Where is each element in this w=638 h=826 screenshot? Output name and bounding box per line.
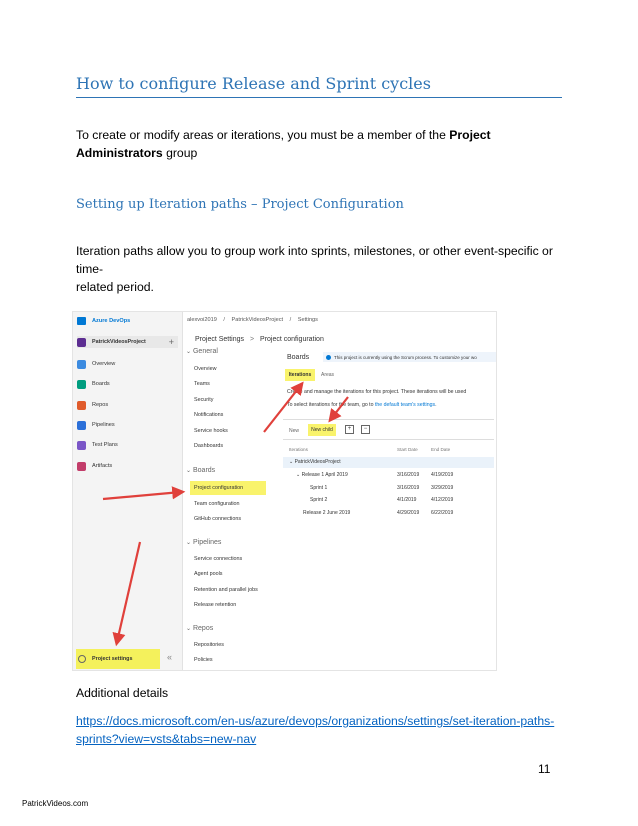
collapse-nav-icon[interactable]: «	[167, 652, 173, 662]
iterations-description: Create and manage the iterations for this project. These iterations will be used	[287, 389, 467, 395]
col-header-start: Start Date	[397, 447, 418, 452]
settings-item-overview[interactable]: Overview	[194, 366, 217, 372]
info-text: This project is currently using the Scrum process. To customize your wo	[334, 354, 477, 360]
page-title: How to configure Release and Sprint cycles	[76, 74, 431, 93]
table-row[interactable]: Sprint 2	[310, 497, 328, 503]
settings-item-dashboards[interactable]: Dashboards	[194, 443, 224, 449]
tab-areas[interactable]: Areas	[321, 372, 335, 378]
group-pipelines-label: Pipelines	[192, 539, 222, 546]
settings-item-security[interactable]: Security	[194, 397, 214, 403]
docs-link[interactable]	[76, 712, 562, 748]
group-general-label: General	[192, 348, 218, 355]
nav-item-label: Pipelines	[92, 422, 115, 428]
row-end: 6/22/2019	[431, 510, 454, 516]
settings-item-service-hooks[interactable]: Service hooks	[194, 428, 228, 434]
intro-text: To create or modify areas or iterations, you must be a member of the	[76, 128, 450, 142]
intro-bold-1: Project	[449, 128, 491, 142]
row-start: 4/1/2019	[397, 497, 417, 503]
chevron-down-icon: ⌄	[296, 472, 301, 478]
row-name: Release 1 April 2019	[301, 472, 348, 478]
nav-project-label: PatrickVideosProject	[92, 339, 146, 345]
breadcrumb-settings[interactable]: Settings	[297, 317, 318, 323]
settings-item-retention[interactable]: Retention and parallel jobs	[194, 587, 258, 593]
settings-item-github-connections[interactable]: GitHub connections	[194, 516, 242, 522]
col-header-end: End Date	[431, 447, 451, 452]
row-end: 4/12/2019	[431, 497, 454, 503]
intro-text-after: group	[162, 146, 198, 160]
settings-title: Project Settings	[195, 336, 245, 343]
row-start: 3/16/2019	[397, 472, 420, 478]
settings-item-team-configuration[interactable]: Team configuration	[194, 501, 240, 507]
docs-link-line1[interactable]: https://docs.microsoft.com/en-us/azure/devops/organizations/settings/set-iteration-paths-	[76, 714, 555, 728]
additional-details-label: Additional details	[76, 686, 169, 700]
arrow-to-iterations-tab	[264, 385, 301, 432]
breadcrumb-sep: /	[223, 317, 225, 323]
iteration-para-line2: related period.	[76, 280, 154, 294]
intro-paragraph	[76, 126, 562, 162]
settings-item-release-retention[interactable]: Release retention	[194, 602, 237, 608]
nav-item-label: Artifacts	[92, 463, 113, 469]
new-child-button[interactable]: New child	[308, 424, 336, 436]
iteration-para-line1: Iteration paths allow you to group work into sprints, milestones, or other event-specific or time-	[76, 244, 553, 276]
expand-all-icon[interactable]: +	[345, 425, 354, 434]
settings-item-agent-pools[interactable]: Agent pools	[194, 571, 223, 577]
group-general[interactable]: ⌄ General	[186, 348, 218, 355]
table-row[interactable]: Release 2 June 2019	[303, 510, 351, 516]
settings-item-project-configuration[interactable]: Project configuration	[190, 481, 266, 495]
nav-item-label: Boards	[92, 381, 110, 387]
group-boards[interactable]: ⌄ Boards	[186, 467, 216, 474]
embedded-screenshot	[72, 311, 497, 671]
team-settings-link[interactable]: the default team's settings	[374, 402, 436, 408]
team-settings-hint-suffix: .	[435, 402, 437, 408]
annotation-arrows	[73, 312, 496, 670]
project-settings-label: Project settings	[92, 656, 133, 662]
add-icon[interactable]: +	[168, 337, 174, 347]
settings-item-service-connections[interactable]: Service connections	[194, 556, 243, 562]
chevron-down-icon: ⌄	[289, 459, 294, 465]
new-button[interactable]: New	[289, 428, 300, 434]
iteration-paragraph	[76, 242, 562, 296]
table-row[interactable]: Sprint 1	[310, 485, 328, 491]
row-end: 3/29/2019	[431, 485, 454, 491]
settings-item-policies[interactable]: Policies	[194, 657, 213, 663]
intro-bold-2: Administrators	[76, 146, 163, 160]
team-settings-hint-text: To select iterations for the team, go to	[287, 402, 375, 408]
chevron-right-icon: >	[249, 336, 255, 343]
breadcrumb-sep: /	[289, 317, 292, 323]
group-pipelines[interactable]: ⌄ Pipelines	[186, 539, 222, 546]
settings-item-notifications[interactable]: Notifications	[194, 412, 224, 418]
group-repos-label: Repos	[192, 625, 214, 632]
nav-item-label: Test Plans	[92, 442, 118, 448]
col-header-iterations: Iterations	[289, 447, 308, 452]
row-name: PatrickVideosProject	[294, 459, 341, 465]
row-start: 4/29/2019	[397, 510, 420, 516]
row-end: 4/19/2019	[431, 472, 454, 478]
docs-link-line2[interactable]: sprints?view=vsts&tabs=new-nav	[76, 732, 257, 746]
brand-name: Azure DevOps	[92, 317, 131, 324]
breadcrumb-project[interactable]: PatrickVideosProject	[231, 317, 284, 323]
arrow-to-project-settings	[117, 542, 140, 642]
footer-text: PatrickVideos.com	[22, 799, 89, 808]
arrow-to-project-configuration	[103, 492, 181, 499]
collapse-all-icon[interactable]: −	[361, 425, 370, 434]
nav-item-label: Overview	[92, 361, 116, 367]
heading-rule	[76, 97, 562, 98]
page-number: 11	[538, 762, 551, 776]
settings-item-teams[interactable]: Teams	[194, 381, 210, 387]
settings-crumb: Project configuration	[260, 336, 324, 343]
boards-title: Boards	[287, 354, 310, 361]
row-start: 3/16/2019	[397, 485, 420, 491]
group-boards-label: Boards	[192, 467, 216, 474]
group-repos[interactable]: ⌄ Repos	[186, 625, 214, 632]
breadcrumb-org[interactable]: alexvoi2019	[187, 317, 217, 323]
tab-iterations[interactable]: Iterations	[285, 369, 315, 381]
arrow-to-new-child	[331, 397, 348, 419]
settings-item-repositories[interactable]: Repositories	[194, 642, 224, 648]
nav-item-label: Repos	[92, 402, 109, 408]
section-heading: Setting up Iteration paths – Project Configuration	[76, 197, 404, 212]
